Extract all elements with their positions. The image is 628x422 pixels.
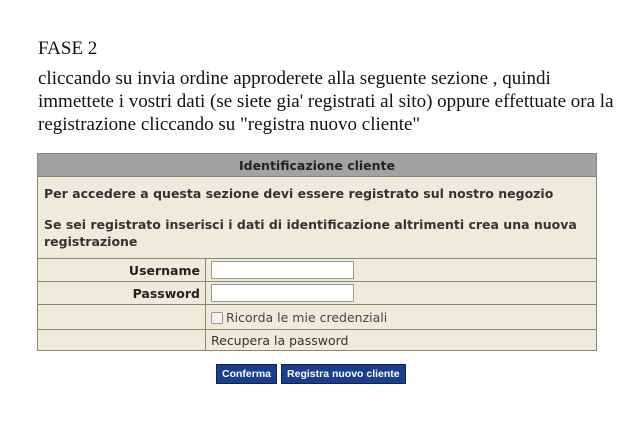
info-line-access: Per accedere a questa sezione devi essere registrato sul nostro negozio [44, 186, 554, 201]
username-label: Username [38, 259, 206, 282]
confirm-button[interactable]: Conferma [216, 364, 277, 384]
empty-cell [38, 305, 206, 330]
recover-password-link[interactable]: Recupera la password [211, 332, 349, 348]
username-input[interactable] [211, 261, 354, 279]
intro-text: cliccando su invia ordine approderete alla seguente sezione , quindi immettete i vostri dati (se siete gia' registrati al sito) oppure effettuate ora la registrazione cliccando su "registra nuovo cliente" [38, 68, 614, 135]
password-label: Password [38, 282, 206, 305]
register-new-customer-button[interactable]: Registra nuovo cliente [281, 364, 406, 384]
remember-checkbox[interactable] [211, 312, 223, 324]
empty-cell [38, 330, 206, 351]
remember-label[interactable]: Ricorda le mie credenziali [226, 309, 388, 325]
password-input[interactable] [211, 284, 354, 302]
login-panel [37, 153, 597, 351]
action-buttons [216, 364, 406, 384]
panel-info [38, 177, 597, 259]
info-line-register: Se sei registrato inserisci i dati di identificazione altrimenti crea una nuova registrazione [44, 217, 577, 249]
panel-header: Identificazione cliente [38, 154, 597, 177]
phase-title: FASE 2 [38, 38, 98, 59]
